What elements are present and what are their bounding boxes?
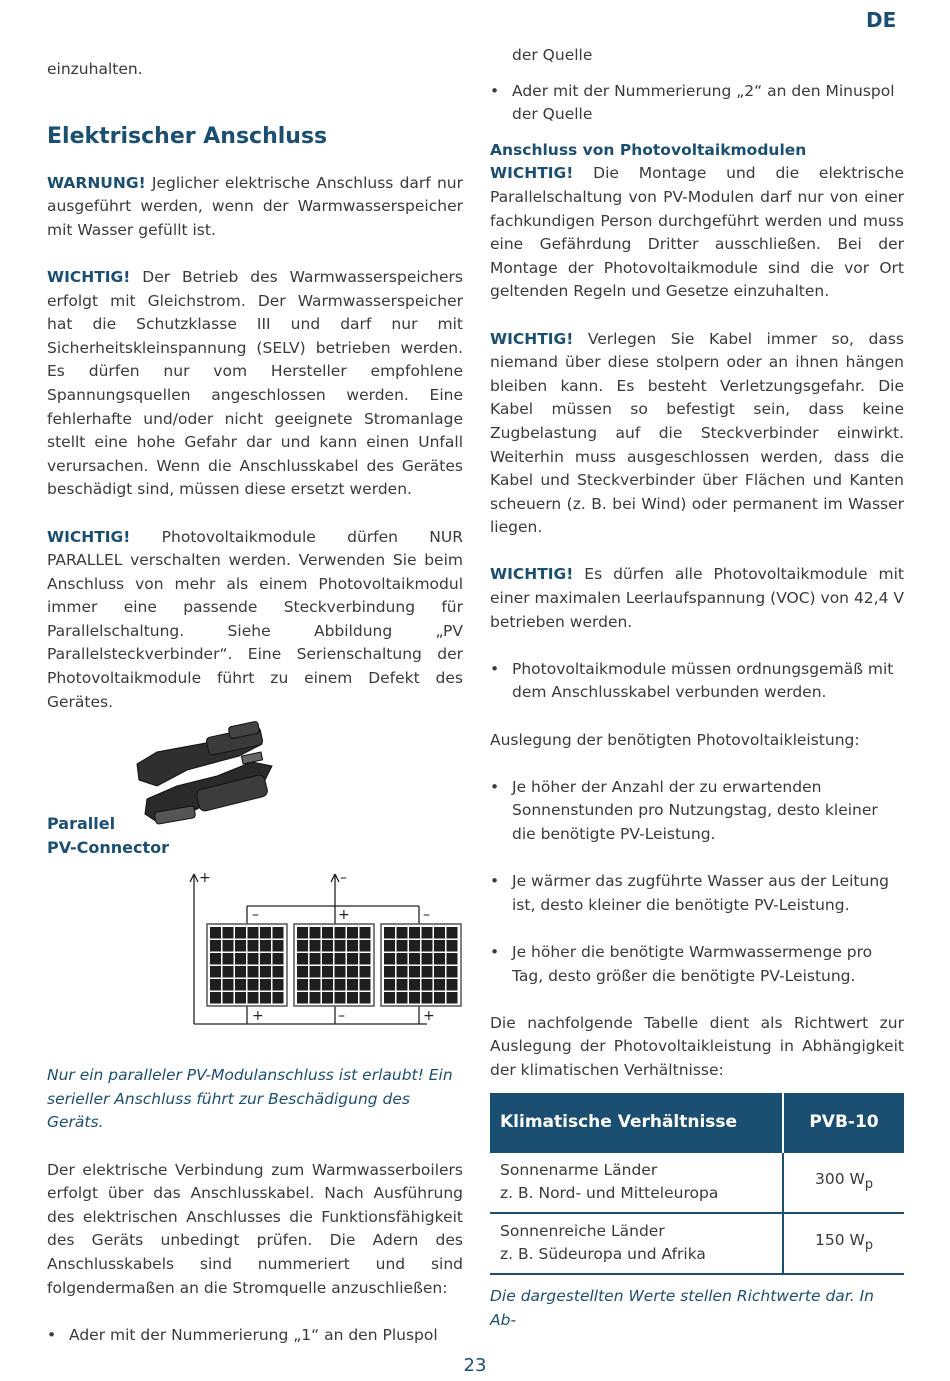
solar-cell — [260, 953, 271, 965]
solar-cell — [397, 940, 408, 952]
solar-cell — [397, 992, 408, 1004]
solar-cell — [235, 953, 246, 965]
solar-cell — [347, 992, 358, 1004]
important-paragraph-5: WICHTIG! Es dürfen alle Photovoltaikmodule mit einer maximalen Leerlaufspannung (VOC) von 42,4 V betrieben werden. — [490, 565, 904, 631]
warning-text: Jeglicher elektrische Anschluss darf nur ausgeführt werden, wenn der Warmwasserspeicher mit Wasser gefüllt ist. — [47, 173, 463, 239]
solar-cell — [322, 927, 333, 939]
solar-cell — [235, 966, 246, 978]
solar-cell — [248, 966, 259, 978]
solar-cell — [210, 953, 221, 965]
intro-text: einzuhalten. — [47, 60, 143, 78]
solar-cell — [384, 953, 395, 965]
solar-cell — [210, 979, 221, 991]
solar-cell — [347, 953, 358, 965]
solar-cell — [210, 966, 221, 978]
solar-cell — [434, 979, 445, 991]
solar-cell — [360, 966, 371, 978]
solar-cell — [310, 979, 321, 991]
solar-cell — [360, 953, 371, 965]
connection-paragraph: Der elektrische Verbindung zum Warmwasserboilers erfolgt über das Anschlusskabel. Nach Ausführung des elektrischen Anschlusses die Funktionsfähigkeit des Geräts unbedingt prüfen. Die Adern des Anschlusskabels sind nummeriert und sind folgendermaßen an die Stromquelle anzuschließen: — [47, 1160, 463, 1297]
parallel-connector-figure — [47, 714, 463, 1064]
solar-cell — [422, 927, 433, 939]
solar-cell — [409, 966, 420, 978]
solar-cell — [273, 966, 284, 978]
solar-cell — [335, 953, 346, 965]
figure-caption: Parallel PV-Connector — [47, 814, 169, 858]
solar-cell — [335, 940, 346, 952]
solar-cell — [297, 992, 308, 1004]
solar-cell — [434, 927, 445, 939]
solar-cell — [322, 953, 333, 965]
solar-cell — [422, 966, 433, 978]
pv-power-table — [490, 1093, 904, 1275]
solar-cell — [223, 966, 234, 978]
solar-cell — [223, 979, 234, 991]
solar-cell — [422, 992, 433, 1004]
solar-cell — [322, 940, 333, 952]
table-row: Sonnenarme Länder z. B. Nord- und Mitteleuropa 300 $W_p$ — [490, 1153, 904, 1213]
solar-cell — [297, 979, 308, 991]
solar-cell — [322, 979, 333, 991]
bullet-item: • Ader mit der Nummerierung „1“ an den Pluspol — [47, 1325, 438, 1344]
solar-cell — [322, 966, 333, 978]
solar-cell — [447, 992, 458, 1004]
solar-cell — [297, 940, 308, 952]
solar-cell — [235, 992, 246, 1004]
solar-cell — [422, 953, 433, 965]
svg-text:+: + — [252, 1008, 264, 1025]
svg-text:–: – — [252, 907, 259, 924]
solar-cell — [297, 927, 308, 939]
solar-cell — [384, 992, 395, 1004]
solar-cell — [447, 953, 458, 965]
solar-cell — [310, 992, 321, 1004]
solar-cell — [297, 966, 308, 978]
important-paragraph-1 — [47, 266, 463, 502]
solar-cell — [210, 940, 221, 952]
svg-text:+: + — [338, 907, 350, 924]
solar-cell — [260, 992, 271, 1004]
solar-cell — [409, 953, 420, 965]
important-text: Photovoltaikmodule dürfen NUR PARALLEL verschalten werden. Verwenden Sie beim Anschluss von mehr als einem Photovoltaikmodul immer eine passende Steckverbindung für Parallelschaltung. Siehe Abbildung „PV Parallelsteckverbinder“. Eine Serienschaltung der Photovoltaikmodule führt zu einem Defekt des Gerätes. — [47, 527, 463, 711]
solar-cell — [447, 979, 458, 991]
solar-cell — [397, 953, 408, 965]
warning-keyword: WARNUNG! — [47, 173, 146, 192]
bullet-item: • Je höher der Anzahl der zu erwartenden Sonnenstunden pro Nutzungstag, desto kleiner die benötigte PV-Leistung. — [490, 777, 878, 843]
svg-text:–: – — [340, 870, 347, 887]
solar-cell — [384, 940, 395, 952]
solar-cell — [260, 966, 271, 978]
svg-text:–: – — [338, 1008, 345, 1025]
table-header-model: PVB-10 — [783, 1093, 904, 1153]
solar-cell — [335, 966, 346, 978]
solar-cell — [210, 927, 221, 939]
design-intro: Auslegung der benötigten Photovoltaikleistung: — [490, 730, 860, 749]
solar-cell — [360, 927, 371, 939]
svg-text:+: + — [423, 1008, 435, 1025]
solar-cell — [260, 940, 271, 952]
solar-cell — [335, 979, 346, 991]
solar-cell — [347, 927, 358, 939]
solar-cell — [397, 927, 408, 939]
solar-cell — [248, 953, 259, 965]
warning-paragraph — [47, 172, 463, 243]
solar-cell — [347, 966, 358, 978]
figure-note: Nur ein paralleler PV-Modulanschluss ist erlaubt! Ein serieller Anschluss führt zur Beschädigung des Geräts. — [47, 1066, 453, 1132]
svg-text:–: – — [423, 907, 430, 924]
solar-cell — [434, 966, 445, 978]
solar-cell — [434, 940, 445, 952]
solar-cell — [273, 992, 284, 1004]
right-column — [490, 44, 904, 1332]
solar-cell — [384, 927, 395, 939]
solar-cell — [409, 992, 420, 1004]
important-keyword: WICHTIG! — [47, 267, 131, 286]
bullet-item: • Je höher die benötigte Warmwassermenge pro Tag, desto größer die benötigte PV-Leistung. — [490, 942, 873, 985]
bullet-item: • Ader mit der Nummerierung „2“ an den Minuspol der Quelle — [490, 81, 895, 124]
solar-cell — [335, 927, 346, 939]
solar-cell — [347, 940, 358, 952]
left-column — [47, 58, 463, 1347]
solar-cell — [447, 966, 458, 978]
solar-cell — [235, 927, 246, 939]
solar-cell — [223, 927, 234, 939]
solar-cell — [248, 927, 259, 939]
language-code: DE — [866, 8, 897, 32]
solar-cell — [260, 927, 271, 939]
solar-cell — [248, 979, 259, 991]
bullet-item: • Je wärmer das zugführte Wasser aus der Leitung ist, desto kleiner die benötigte PV-Leistung. — [490, 872, 889, 914]
solar-cell — [273, 953, 284, 965]
solar-cell — [422, 979, 433, 991]
solar-cell — [409, 979, 420, 991]
svg-text:+: + — [199, 870, 211, 887]
solar-cell — [248, 992, 259, 1004]
solar-cell — [273, 979, 284, 991]
solar-cell — [397, 966, 408, 978]
solar-cell — [248, 940, 259, 952]
important-paragraph-2 — [47, 526, 463, 715]
solar-cell — [310, 966, 321, 978]
table-intro: Die nachfolgende Tabelle dient als Richtwert zur Auslegung der Photovoltaikleistung in Abhängigkeit der klimatischen Verhältnisse: — [490, 1013, 904, 1079]
solar-cell — [360, 979, 371, 991]
connector-illustration — [137, 721, 272, 824]
pv-wiring-diagram — [47, 714, 467, 1044]
subsection-heading: Anschluss von Photovoltaikmodulen — [490, 140, 807, 159]
solar-cell — [223, 953, 234, 965]
solar-cell — [434, 953, 445, 965]
solar-cell — [384, 979, 395, 991]
solar-cell — [310, 927, 321, 939]
solar-cell — [447, 927, 458, 939]
table-row: Sonnenreiche Länder z. B. Südeuropa und Afrika 150 $W_p$ — [490, 1213, 904, 1274]
solar-cell — [422, 940, 433, 952]
solar-cell — [310, 940, 321, 952]
solar-cell — [260, 979, 271, 991]
solar-cell — [322, 992, 333, 1004]
solar-cell — [335, 992, 346, 1004]
solar-cell — [223, 992, 234, 1004]
solar-cell — [447, 940, 458, 952]
important-paragraph-4: WICHTIG! Verlegen Sie Kabel immer so, dass niemand über diese stolpern oder an ihnen hängen bleiben kann. Es besteht Verletzungsgefahr. Die Kabel müssen so befestigt sein, dass keine Zugbelastung auf die Steckverbinder einwirkt. Weiterhin muss ausgeschlossen werden, dass die Kabel und Steckverbinder über Flächen und Kanten scheuern (z. B. bei Wind) oder permanent im Wasser liegen. — [490, 329, 904, 537]
solar-cell — [210, 992, 221, 1004]
solar-cell — [409, 927, 420, 939]
important-paragraph-3: WICHTIG! Die Montage und die elektrische Parallelschaltung von PV-Modulen darf nur von einer fachkundigen Person durchgeführt werden und muss eine Gefährdung Dritter ausschließen. Bei der Montage der Photovoltaikmodule sind die vor Ort geltenden Regeln und Gesetze einzuhalten. — [490, 164, 904, 301]
solar-cell — [235, 940, 246, 952]
bullet-item: • Photovoltaikmodule müssen ordnungsgemäß mit dem Anschlusskabel verbunden werden. — [490, 659, 894, 702]
solar-cell — [235, 979, 246, 991]
page-number: 23 — [463, 1355, 487, 1376]
pv-panels — [207, 924, 461, 1006]
solar-cell — [360, 992, 371, 1004]
solar-cell — [397, 979, 408, 991]
solar-cell — [409, 940, 420, 952]
solar-cell — [273, 927, 284, 939]
table-header-climate: Klimatische Verhältnisse — [490, 1093, 783, 1153]
solar-cell — [223, 940, 234, 952]
solar-cell — [384, 966, 395, 978]
continued-text: der Quelle — [512, 46, 593, 64]
solar-cell — [273, 940, 284, 952]
solar-cell — [360, 940, 371, 952]
solar-cell — [434, 992, 445, 1004]
important-keyword: WICHTIG! — [47, 527, 131, 546]
table-footnote: Die dargestellten Werte stellen Richtwerte dar. In Ab- — [490, 1286, 874, 1329]
solar-cell — [347, 979, 358, 991]
solar-cell — [297, 953, 308, 965]
solar-cell — [310, 953, 321, 965]
section-title: Elektrischer Anschluss — [47, 123, 328, 149]
important-text: Der Betrieb des Warmwasserspeichers erfolgt mit Gleichstrom. Der Warmwasserspeicher hat die Schutzklasse III und darf nur mit Sicherheitskleinspannung (SELV) betrieben werden. Es dürfen nur vom Hersteller empfohlene Spannungsquellen angeschlossen werden. Eine fehlerhafte und/oder nicht geeignete Stromanlage stellt eine hohe Gefahr dar und kann einen Unfall verursachen. Wenn die Anschlusskabel des Gerätes beschädigt sind, müssen diese ersetzt werden. — [47, 267, 463, 499]
